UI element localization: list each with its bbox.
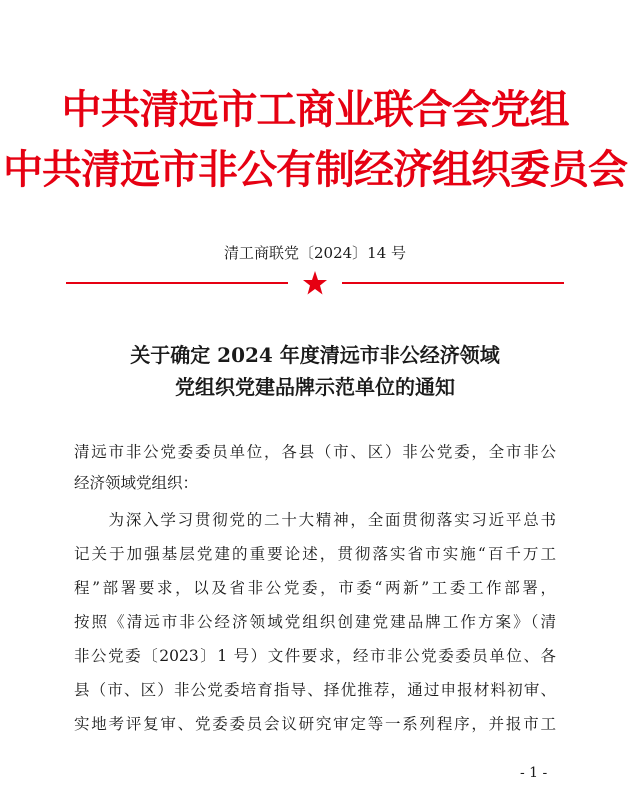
paragraph-line: 程”部署要求，以及省非公党委，市委“两新”工委工作部署， — [74, 579, 556, 597]
paragraph-line: 非公党委〔2023〕1 号）文件要求，经市非公党委委员单位、各 — [74, 647, 556, 665]
issuer-name-1: 中共清远市工商业联合会党组 — [61, 87, 569, 133]
issuer-name-2: 中共清远市非公有制经济组织委员会 — [3, 147, 627, 193]
notice-title-line-2: 党组织党建品牌示范单位的通知 — [175, 375, 455, 399]
star-icon — [302, 270, 328, 296]
page-number: - 1 - — [520, 765, 548, 781]
paragraph-line: 按照《清远市非公经济领域党组织创建党建品牌工作方案》（清 — [74, 613, 556, 631]
red-divider — [66, 270, 564, 296]
paragraph-line: 记关于加强基层党建的重要论述，贯彻落实省市实施“百千万工 — [74, 545, 556, 563]
salutation-line-2: 经济领域党组织： — [74, 474, 199, 492]
paragraph-line: 实地考评复审、党委委员会议研究审定等一系列程序，并报市工 — [74, 715, 556, 733]
paragraph-line: 县（市、区）非公党委培育指导、择优推荐，通过申报材料初审、 — [74, 681, 556, 699]
divider-line-right — [342, 282, 564, 284]
document-number: 清工商联党〔2024〕14 号 — [223, 244, 407, 262]
divider-line-left — [66, 282, 288, 284]
notice-title-line-1: 关于确定 2024 年度清远市非公经济领域 — [130, 343, 500, 367]
salutation-line-1: 清远市非公党委委员单位，各县（市、区）非公党委，全市非公 — [74, 443, 556, 461]
paragraph-line: 为深入学习贯彻党的二十大精神，全面贯彻落实习近平总书 — [74, 511, 556, 529]
